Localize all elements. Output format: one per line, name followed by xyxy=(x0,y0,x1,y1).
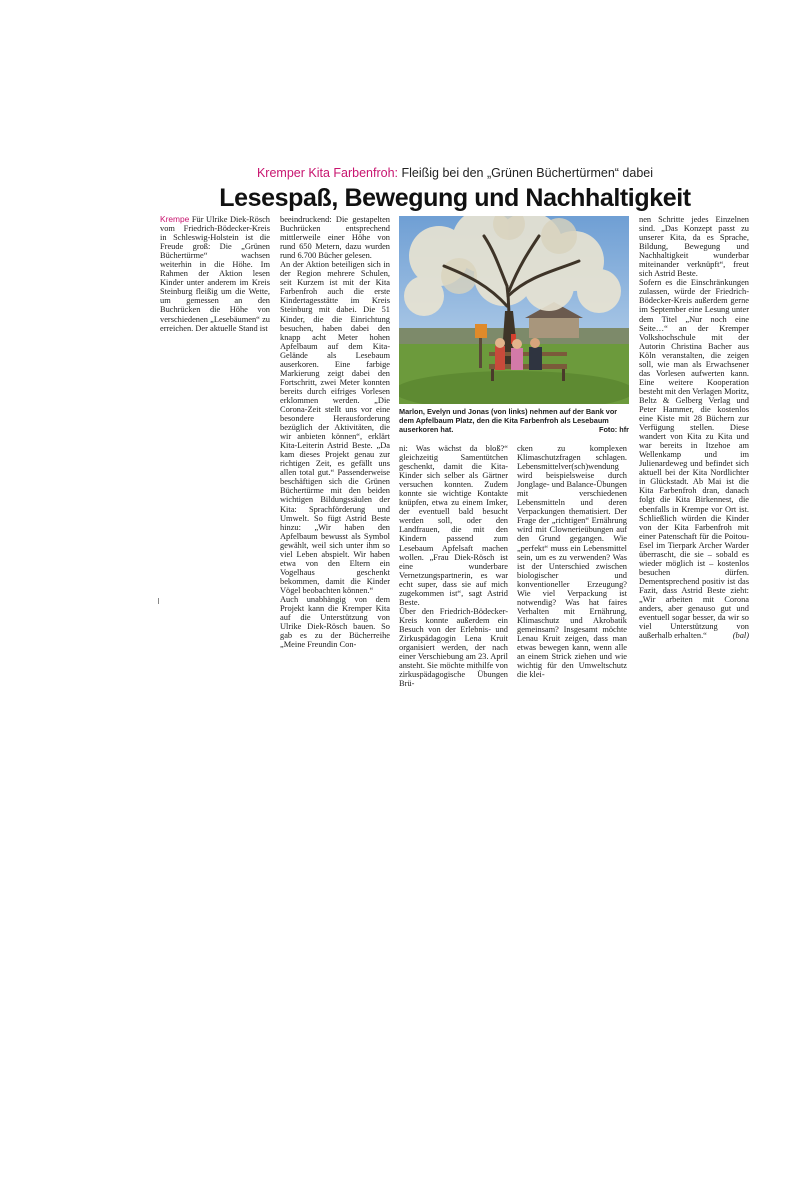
lead-text: Für Ulrike Diek-Rösch vom Friedrich-Bödecker-Kreis in Schleswig-Holstein ist die Freude groß: Die „Grünen Büchertürme“ wachsen weiterhin in die Höhe. Im Rahmen der Aktion lesen Kinder unter anderem im Kreis Steinburg fleißig um die Wette, um gemessen an den Buchrücken die Höhe von verschiedenen „Lesebäumen“ zu erreichen. Der aktuelle Stand ist xyxy=(160,215,270,333)
paragraph: ni: Was wächst da bloß?“ gleichzeitig Samentütchen geschenkt, damit die Kita-Kinder sich selber als Gärtner versuchen konnten. Zudem konnte sie wichtige Kontakte knüpfen, etwa zu einem Imker, der eventuell bald besucht werden soll, oder den Landfrauen, die mit den Kindern passend zum Lesebaum Apfelsaft machen wollen. „Frau Diek-Rösch ist eine wunderbare Vernetzungspartnerin, es war echt super, dass sie auf mich zugekommen ist“, sagt Astrid Beste. xyxy=(399,444,508,607)
paragraph: An der Aktion beteiligen sich in der Region mehrere Schulen, seit Kurzem ist mit der Kita Farbenfroh auch die erste Kindertagesstätte im Kreis Steinburg mit dabei. Die 51 Kinder, die die Einrichtung besuchen, haben dabei den knapp acht Meter hohen Apfelbaum auf dem Kita-Gelände als Lesebaum auserkoren. Eine farbige Markierung zeigt dabei den Fortschritt, zwei Meter konnten bereits durch eifriges Vorlesen erklommen werden. „Die Corona-Zeit stellt uns vor eine besondere Herausforderung bezüglich der Aktivitäten, die wir anbieten können“, erklärt Kita-Leiterin Astrid Beste. „Da kam dieses Projekt genau zur richtigen Zeit, es gefällt uns allen total gut.“ Passenderweise beschäftigen sich die Grünen Büchertürme mit den beiden wichtigen Bildungssäulen der Kita: Sprachförderung und Umwelt. So fügt Astrid Beste hinzu: „Wir haben den Apfelbaum bewusst als Symbol gewählt, weil sich unter ihm so viel Leben abspielt. Wir haben etwa von den Eltern ein Vogelhaus geschenkt bekommen, damit die Kinder Vögel beobachten können.“ xyxy=(280,260,390,595)
text-column-5 xyxy=(639,215,749,640)
caption-text: Marlon, Evelyn und Jonas (von links) nehmen auf der Bank vor dem Apfelbaum Platz, den die Kita Farbenfroh als Lesebaum auserkoren hat. xyxy=(399,407,618,434)
paragraph: Auch unabhängig von dem Projekt kann die Kremper Kita auf die Unterstützung von Ulrike Diek-Rösch bauen. So gab es zu der Bücherreihe „Meine Freundin Con- xyxy=(280,594,390,650)
kicker-text: Fleißig bei den „Grünen Büchertürmen“ dabei xyxy=(401,166,654,180)
article-kicker xyxy=(160,166,750,180)
paragraph: cken zu komplexen Klimaschutzfragen schlagen. Lebensmittelver(sch)wendung wird beispielsweise durch Jonglage- und Balance-Übungen mit verschiedenen Lebensmitteln und deren Verpackungen thematisiert. Der Frage der „richtigen“ Ernährung wird mit Clownerieübungen auf den Grund gegangen. Wie „perfekt“ muss ein Lebensmittel sein, um es zu verwenden? Was ist der Unterschied zwischen biologischer und konventioneller Erzeugung? Wie viel Verpackung ist notwendig? Was hat faires Verhalten mit Ernährung, Klimaschutz und Akrobatik gemeinsam? Insgesamt möchte Lenau Kruit zeigen, dass man etwas bewegen kann, wenn alle an einem Strick ziehen und wie wichtig für den Umweltschutz die klei- xyxy=(517,444,627,680)
article-photo xyxy=(399,216,629,404)
text-column-2 xyxy=(280,215,390,649)
paragraph: Über den Friedrich-Bödecker-Kreis konnte außerdem ein Besuch von der Erlebnis- und Zirkuspädagogin Lena Kruit organisiert werden, der nach einer Verschiebung am 23. April ansteht. Sie möchte mithilfe von zirkuspädagogische Übungen Brü- xyxy=(399,606,508,689)
photo-caption xyxy=(399,407,629,434)
photo-apple-tree-bench xyxy=(399,216,629,404)
paragraph: nen Schritte jedes Einzelnen sind. „Das Konzept passt zu unserer Kita, da es Sprache, Bildung, Bewegung und Nachhaltigkeit wunderbar miteinander verknüpft“, freut sich Astrid Beste. xyxy=(639,215,749,279)
dateline: Krempe xyxy=(160,214,190,224)
margin-mark xyxy=(158,598,159,604)
paragraph xyxy=(639,278,749,640)
text-column-3 xyxy=(399,444,508,688)
photo-credit: Foto: hfr xyxy=(599,425,629,434)
closing-text: Sofern es die Einschränkungen zulassen, würde der Friedrich-Bödecker-Kreis außerdem gerne im September eine Lesung unter dem Titel „Nur noch eine Seite…“ an der Kremper Volkshochschule mit der Autorin Christina Bacher aus Köln veranstalten, die zeigen soll, wie man als Erwachsener das Vorlesen aufwerten kann. Eine weitere Kooperation besteht mit den Verlagen Moritz, Beltz & Gelberg Verlag und Peter Hammer, die kostenlos eine Kiste mit 28 Büchern zur Verfügung stellen. Diese wandert von Kita zu Kita und war bereits in Itzehoe am Wellenkamp und im Julienardeweg und befindet sich aktuell bei der Kita Nordlichter in Glückstadt. Ab Mai ist die Kita Farbenfroh dran, danach folgt die Kita Birkennest, die ebenfalls in Krempe vor Ort ist. Schließlich würden die Kinder von der Kita Farbenfroh mit einer Patenschaft für die Poitou-Esel im Tierpark Archer Warder überrascht, die sie – sobald es wieder möglich ist – kostenlos besuchen dürfen. Dementsprechend positiv ist das Fazit, dass Astrid Beste zieht: „Wir arbeiten mit Corona anders, aber genauso gut und eventuell sogar besser, da wir so viel Unterstützung von außerhalb erhalten.“ xyxy=(639,278,749,641)
author-initials: (bal) xyxy=(732,631,749,641)
text-column-1 xyxy=(160,215,270,333)
article-headline: Lesespaß, Bewegung und Nachhaltigkeit xyxy=(219,184,691,212)
kicker-location: Kremper Kita Farbenfroh: xyxy=(256,166,399,180)
paragraph: beeindruckend: Die gestapelten Buchrücken entsprechend mittlerweile einer Höhe von rund 650 Metern, dazu wurden rund 6.700 Bücher gelesen. xyxy=(280,215,390,261)
text-column-4 xyxy=(517,444,627,679)
lead-paragraph xyxy=(160,215,270,333)
